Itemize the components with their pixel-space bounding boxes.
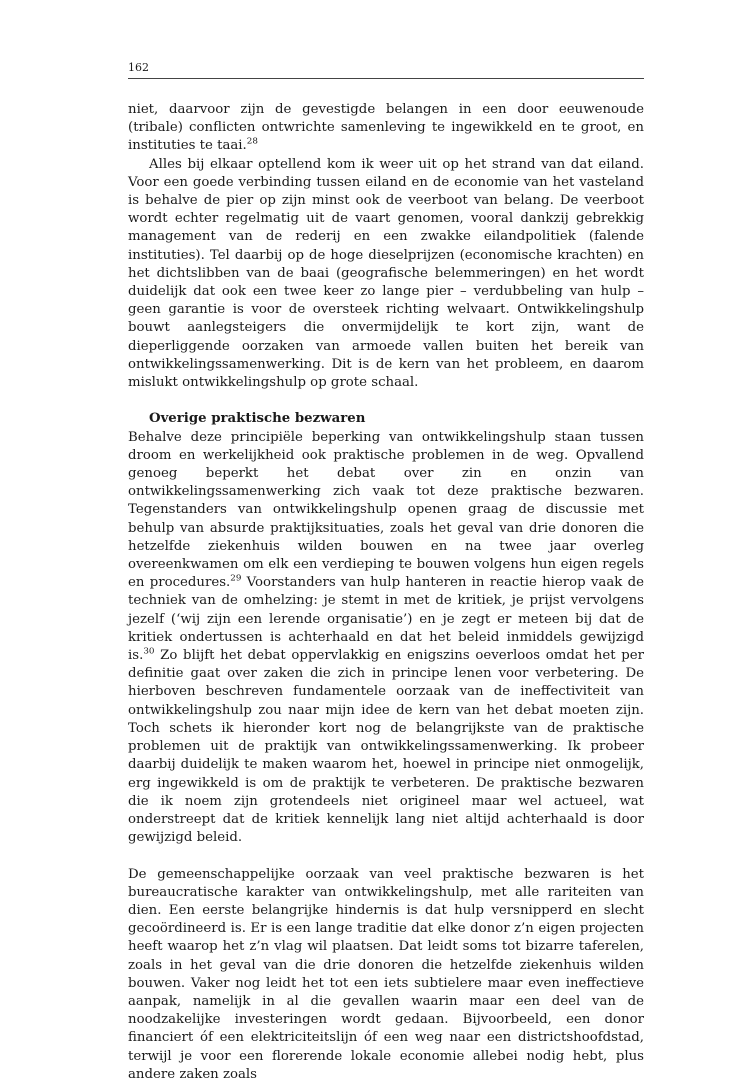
running-header	[128, 58, 644, 79]
paragraph-spacer	[128, 847, 644, 865]
paragraph-4: De gemeenschappelijke oorzaak van veel praktische bezwaren is het bureaucratische karakter van ontwikkelingshulp, met alle rariteiten van dien. Een eerste belangrijke hindernis is dat hulp versnipperd en slecht gecoördineerd is. Er is een lange traditie dat elke donor z’n eigen projecten heeft waarop het z’n vlag wil plaatsen. Dat leidt soms tot bizarre taferelen, zoals in het geval van die drie donoren die hetzelfde ziekenhuis wilden bouwen. Vaker nog leidt het tot een iets subtielere maar even ineffectieve aanpak, namelijk in al die gevallen waarin maar een deel van de noodzakelijke investeringen wordt gedaan. Bijvoorbeeld, een donor financiert óf een elektriciteitslijn óf een weg naar een districtshoofdstad, terwijl je voor een florerende lokale economie allebei nodig hebt, plus andere zaken zoals	[128, 866, 644, 1082]
paragraph-text: niet, daarvoor zijn de gevestigde belangen in een door eeuwenoude (tribale) conflicten ontwrichte samenleving te ingewikkeld en te groot, en instituties te taai.	[128, 102, 644, 154]
paragraph-text: Zo blijft het debat oppervlakkig en enigszins oeverloos omdat het per definitie gaat over zaken die zich in principe lenen voor verbetering. De hierboven beschreven fundamentele oorzaak van de ineffectiviteit van ontwikkelingshulp zou naar mijn idee de kern van het debat moeten zijn. Toch schets ik hieronder kort nog de belangrijkste van de praktische problemen uit de praktijk van ontwikkelingssamenwerking. Ik probeer daarbij duidelijk te maken waarom het, hoewel in principe niet onmogelijk, erg ingewikkeld is om de praktijk te verbeteren. De praktische bezwaren die ik noem zijn grotendeels niet origineel maar wel actueel, wat onderstreept dat de kritiek kennelijk lang niet altijd achterhaald is door gewijzigd beleid.	[128, 648, 644, 846]
page-number: 162	[128, 61, 149, 74]
footnote-marker[interactable]: 29	[230, 573, 242, 584]
footnote-marker[interactable]: 28	[246, 136, 258, 147]
paragraph-3	[128, 429, 644, 848]
paragraph-text: Behalve deze principiële beperking van ontwikkelingshulp staan tussen droom en werkelijkheid ook praktische problemen in de weg. Opvallend genoeg beperkt het debat over zin en onzin van ontwikkelingssamenwerking zich vaak tot deze praktische bezwaren. Tegenstanders van ontwikkelingshulp openen graag de discussie met behulp van absurde praktijksituaties, zoals het geval van drie donoren die hetzelfde ziekenhuis wilden bouwen en na twee jaar overleg overeenkwamen om elk een verdieping te bouwen volgens hun eigen regels en procedures.	[128, 429, 644, 591]
paragraph-1	[128, 101, 644, 156]
paragraph-text: Voorstanders van hulp hanteren in reactie hierop vaak de techniek van de omhelzing: je stemt in met de kritiek, je prijst vervolgens jezelf (‘wij zijn een lerende organisatie’) en je zegt er meteen bij dat de kritiek ondertussen is achterhaald en dat het beleid inmiddels gewijzigd is.	[128, 575, 644, 664]
body-text	[128, 101, 644, 1084]
footnote-marker[interactable]: 30	[143, 646, 155, 657]
book-page	[128, 58, 644, 1084]
paragraph-spacer	[128, 392, 644, 410]
section-heading: Overige praktische bezwaren	[149, 411, 366, 427]
paragraph-2: Alles bij elkaar optellend kom ik weer uit op het strand van dat eiland. Voor een goede verbinding tussen eiland en de economie van het vasteland is behalve de pier op zijn minst ook de veerboot van belang. De veerboot wordt echter regelmatig uit de vaart genomen, vooral dankzij gebrekkig management van de rederij en een zwakke eilandpolitiek (falende instituties). Tel daarbij op de hoge dieselprijzen (economische krachten) en het dichtslibben van de baai (geografische belemmeringen) en het wordt duidelijk dat ook een twee keer zo lange pier – verdubbeling van hulp – geen garantie is voor de oversteek richting welvaart. Ontwikkelingshulp bouwt aanlegsteigers die onvermijdelijk te kort zijn, want de dieperliggende oorzaken van armoede vallen buiten het bereik van ontwikkelingssamenwerking. Dit is de kern van het probleem, en daarom mislukt ontwikkelingshulp op grote schaal.	[128, 156, 644, 391]
